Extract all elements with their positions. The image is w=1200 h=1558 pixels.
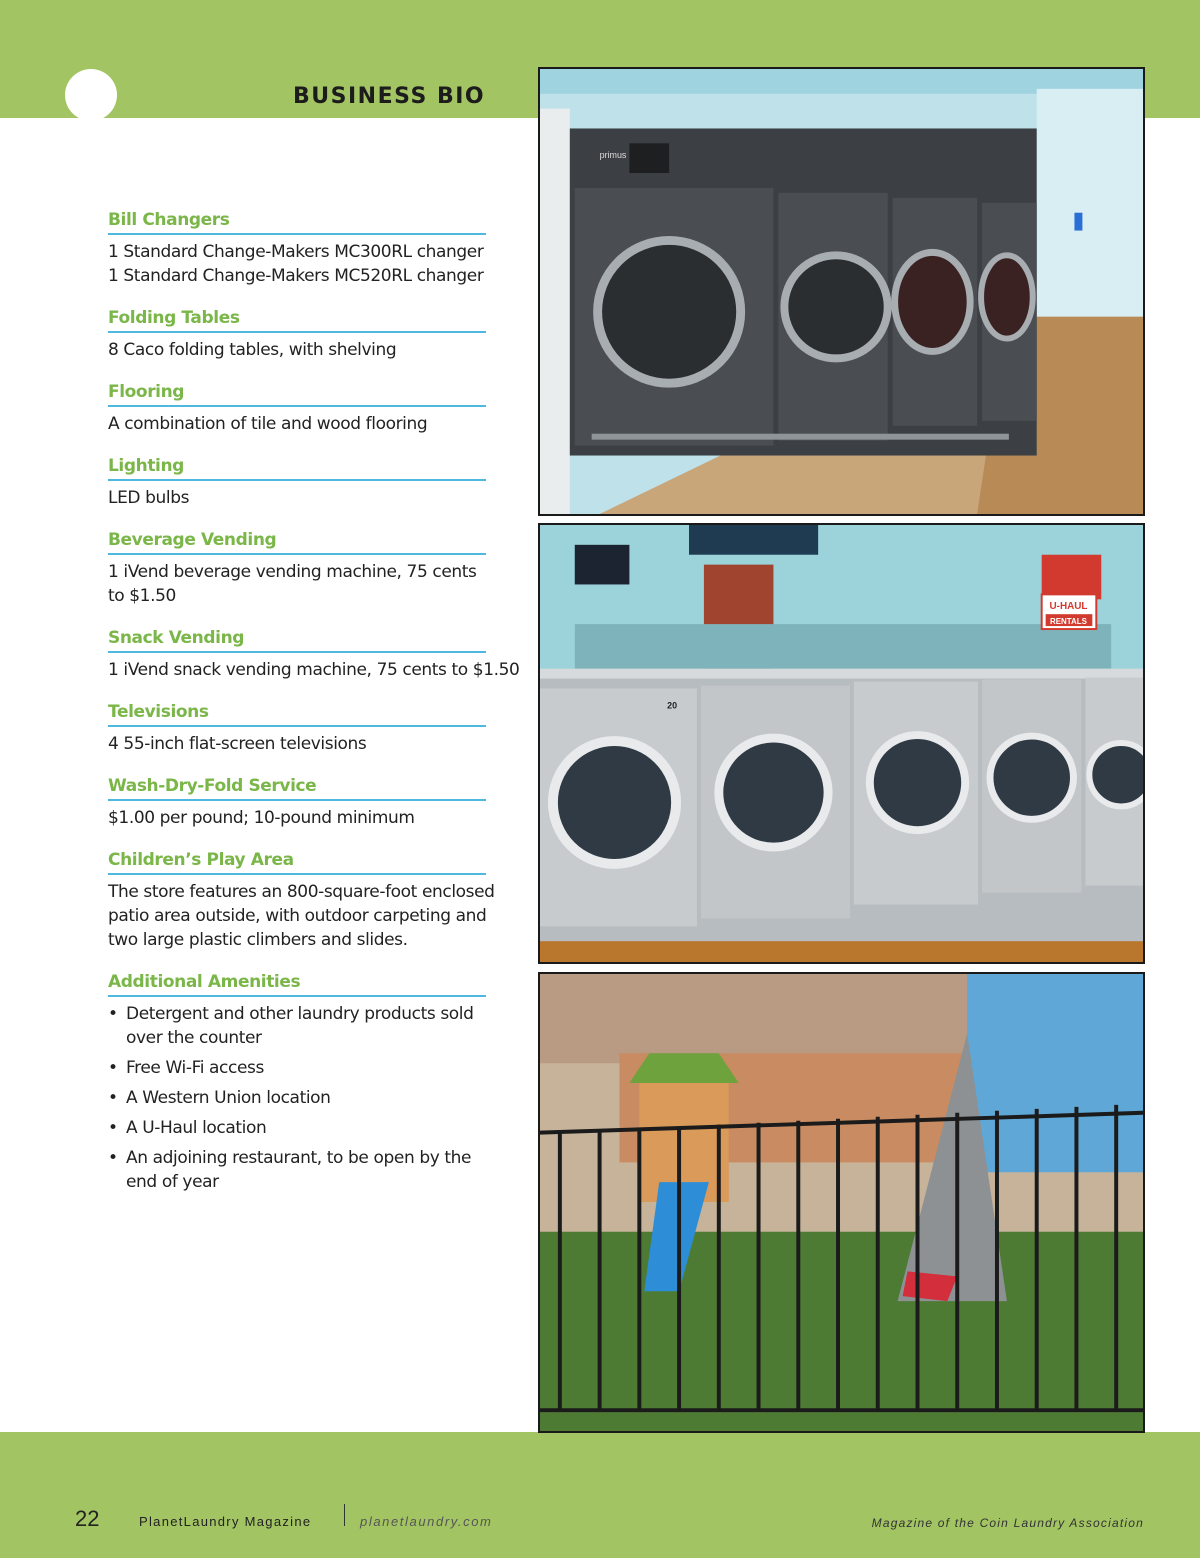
bullet-icon: • bbox=[108, 1058, 118, 1078]
section-label: BUSINESS BIO bbox=[293, 84, 486, 109]
photo-play-area bbox=[538, 972, 1145, 1433]
spec-heading: Bill Changers bbox=[108, 210, 486, 235]
spec-heading: Wash-Dry-Fold Service bbox=[108, 776, 486, 801]
amenity-line: An adjoining restaurant, to be open by the bbox=[126, 1148, 472, 1168]
spec-line: patio area outside, with outdoor carpeting and bbox=[108, 906, 487, 926]
spec-line: The store features an 800-square-foot enclosed bbox=[108, 882, 495, 902]
spec-body bbox=[108, 240, 486, 288]
page-number: 22 bbox=[75, 1506, 100, 1531]
spec-section bbox=[108, 308, 486, 362]
amenity-item bbox=[108, 1086, 486, 1110]
spec-body bbox=[108, 732, 486, 756]
spec-body bbox=[108, 560, 486, 608]
amenity-item bbox=[108, 1002, 486, 1050]
spec-section bbox=[108, 456, 486, 510]
amenity-line: Detergent and other laundry products sold bbox=[126, 1004, 474, 1024]
washer-number-label: 20 bbox=[667, 700, 678, 711]
washer-units bbox=[540, 678, 1143, 927]
magazine-name: PlanetLaundry Magazine bbox=[139, 1514, 312, 1529]
spec-line: 4 55-inch flat-screen televisions bbox=[108, 734, 367, 754]
spec-line: to $1.50 bbox=[108, 586, 176, 606]
svg-text:RENTALS: RENTALS bbox=[1050, 617, 1087, 627]
spec-line: 1 iVend beverage vending machine, 75 cents bbox=[108, 562, 477, 582]
spec-section bbox=[108, 382, 486, 436]
spec-heading: Beverage Vending bbox=[108, 530, 486, 555]
bullet-icon: • bbox=[108, 1118, 118, 1138]
dryer-brand-label: primus bbox=[599, 150, 627, 161]
bullet-icon: • bbox=[108, 1148, 118, 1168]
amenities-section bbox=[108, 972, 486, 1194]
circle-mark-icon bbox=[65, 69, 117, 121]
svg-text:U-HAUL: U-HAUL bbox=[1049, 601, 1088, 613]
spec-line: 1 Standard Change-Makers MC520RL changer bbox=[108, 266, 484, 286]
spec-body bbox=[108, 412, 486, 436]
spec-line: two large plastic climbers and slides. bbox=[108, 930, 408, 950]
amenity-line: Free Wi-Fi access bbox=[126, 1058, 264, 1078]
spec-section bbox=[108, 628, 520, 682]
spec-list bbox=[108, 210, 520, 1214]
uhaul-sign bbox=[1042, 594, 1097, 629]
footer-tagline: Magazine of the Coin Laundry Association bbox=[871, 1516, 1144, 1530]
spec-line: 1 Standard Change-Makers MC300RL changer bbox=[108, 242, 484, 262]
spec-heading: Lighting bbox=[108, 456, 486, 481]
spec-body bbox=[108, 338, 486, 362]
photo-dryers bbox=[538, 67, 1145, 516]
spec-section bbox=[108, 702, 486, 756]
spec-body bbox=[108, 880, 495, 952]
amenity-line: A U-Haul location bbox=[126, 1118, 267, 1138]
spec-heading: Televisions bbox=[108, 702, 486, 727]
spec-heading: Children’s Play Area bbox=[108, 850, 486, 875]
spec-line: 1 iVend snack vending machine, 75 cents to $1.50 bbox=[108, 660, 520, 680]
amenity-line: end of year bbox=[126, 1172, 219, 1192]
photo-washers bbox=[538, 523, 1145, 964]
spec-line: $1.00 per pound; 10-pound minimum bbox=[108, 808, 415, 828]
spec-heading: Flooring bbox=[108, 382, 486, 407]
spec-section bbox=[108, 210, 486, 288]
spec-line: LED bulbs bbox=[108, 488, 190, 508]
spec-heading: Snack Vending bbox=[108, 628, 486, 653]
spec-section bbox=[108, 850, 495, 952]
magazine-url: planetlaundry.com bbox=[360, 1514, 493, 1529]
amenity-line: A Western Union location bbox=[126, 1088, 331, 1108]
bullet-icon: • bbox=[108, 1088, 118, 1108]
spec-body bbox=[108, 806, 486, 830]
spec-line: 8 Caco folding tables, with shelving bbox=[108, 340, 397, 360]
amenities-heading: Additional Amenities bbox=[108, 972, 486, 997]
spec-body bbox=[108, 486, 486, 510]
bottom-color-band bbox=[0, 1432, 1200, 1558]
spec-heading: Folding Tables bbox=[108, 308, 486, 333]
bullet-icon: • bbox=[108, 1004, 118, 1024]
spec-section bbox=[108, 530, 486, 608]
spec-section bbox=[108, 776, 486, 830]
amenity-item bbox=[108, 1116, 486, 1140]
spec-body bbox=[108, 658, 520, 682]
amenity-line: over the counter bbox=[126, 1028, 262, 1048]
spec-line: A combination of tile and wood flooring bbox=[108, 414, 428, 434]
footer-divider bbox=[344, 1504, 345, 1526]
amenity-item bbox=[108, 1146, 486, 1194]
amenity-item bbox=[108, 1056, 486, 1080]
amenities-list bbox=[108, 1002, 486, 1194]
